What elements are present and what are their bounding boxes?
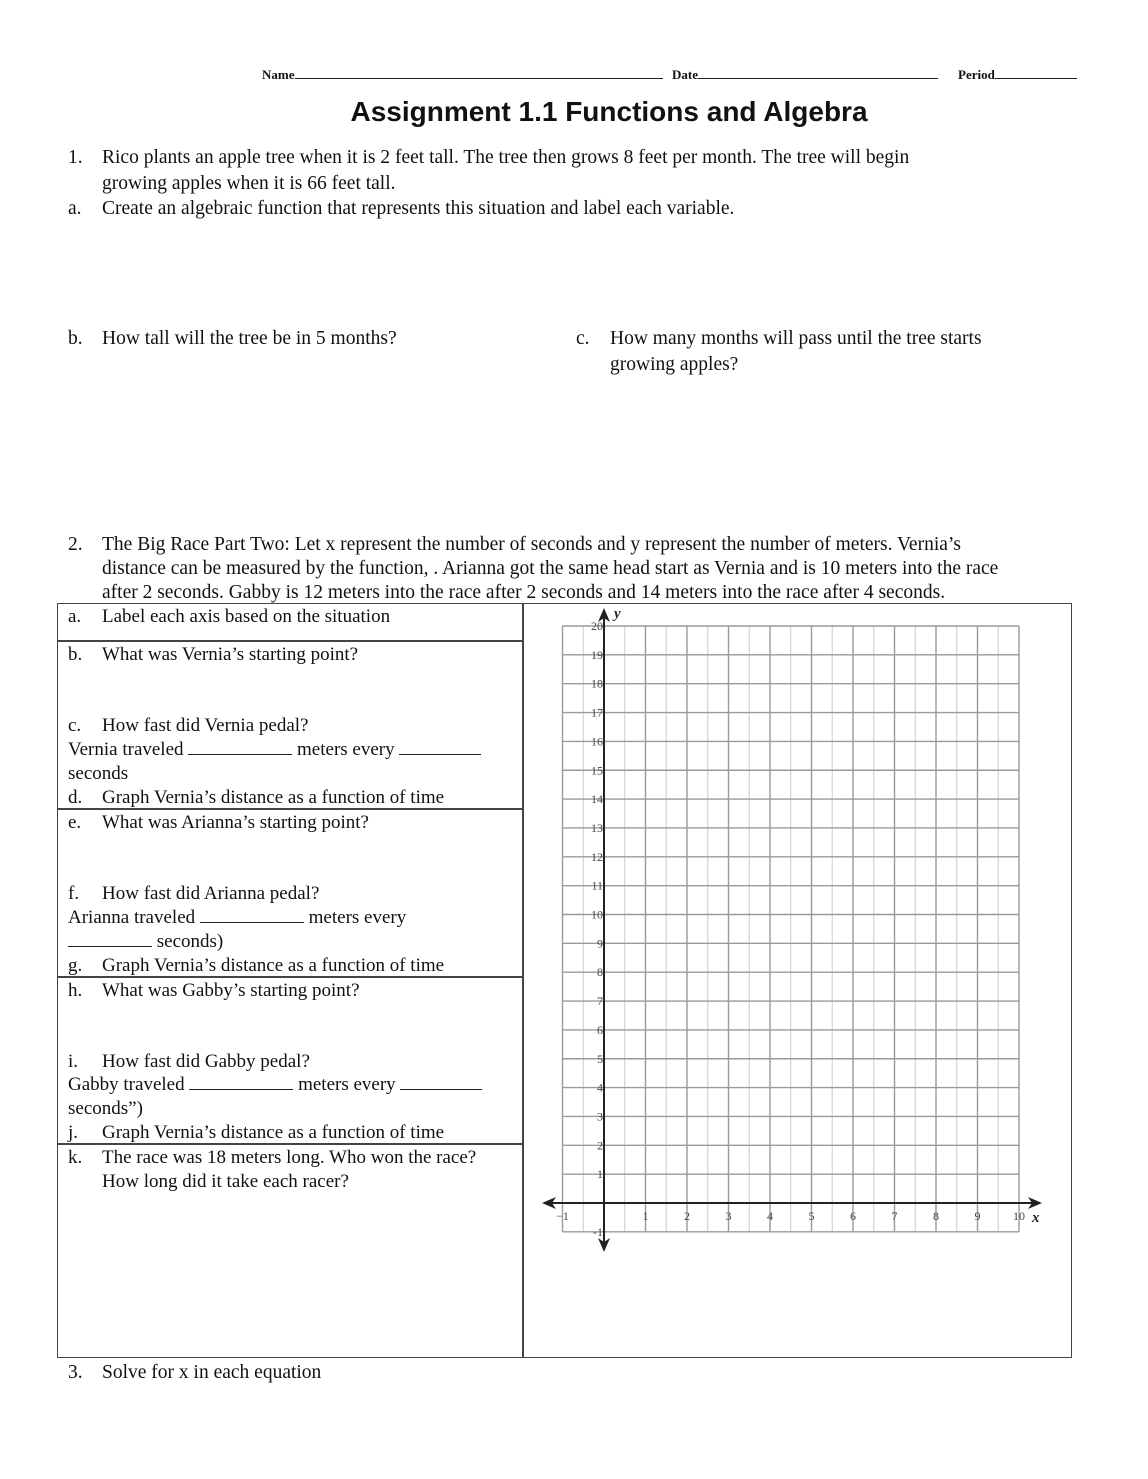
part-2j-text: Graph Vernia’s distance as a function of time bbox=[102, 1122, 445, 1143]
part-2c-suffix: seconds bbox=[68, 763, 129, 784]
page-title: Assignment 1.1 Functions and Algebra bbox=[350, 96, 868, 127]
part-2e-text: What was Arianna’s starting point? bbox=[102, 812, 369, 833]
svg-text:6: 6 bbox=[597, 1022, 603, 1037]
part-2f-label: f. bbox=[68, 883, 80, 904]
svg-text:7: 7 bbox=[597, 994, 603, 1009]
name-field[interactable] bbox=[262, 66, 663, 83]
part-2c-prefix: Vernia traveled bbox=[68, 739, 184, 760]
svg-text:2: 2 bbox=[597, 1138, 603, 1153]
question-1-line1: Rico plants an apple tree when it is 2 feet tall. The tree then grows 8 feet per month. The tree will begin bbox=[102, 147, 910, 168]
part-2e-label: e. bbox=[68, 812, 82, 833]
name-label: Name bbox=[262, 67, 295, 82]
period-field[interactable] bbox=[958, 66, 1077, 83]
svg-text:-1: -1 bbox=[593, 1224, 603, 1239]
svg-text:5: 5 bbox=[597, 1051, 603, 1066]
svg-text:14: 14 bbox=[591, 792, 603, 807]
question-1c-label: c. bbox=[576, 328, 590, 349]
part-2i-label: i. bbox=[68, 1051, 79, 1072]
question-2-number: 2. bbox=[68, 534, 83, 555]
svg-text:9: 9 bbox=[974, 1209, 981, 1223]
question-1 bbox=[68, 145, 1108, 225]
svg-text:3: 3 bbox=[725, 1209, 732, 1223]
part-2c-fill bbox=[68, 738, 481, 762]
question-1b-text: How tall will the tree be in 5 months? bbox=[102, 328, 397, 349]
svg-text:16: 16 bbox=[591, 734, 603, 749]
part-2f-fill bbox=[68, 906, 406, 930]
part-2h-text: What was Gabby’s starting point? bbox=[102, 980, 360, 1001]
question-2-line2: distance can be measured by the function, . Arianna got the same head start as Vernia and is 10 meters into the race bbox=[102, 558, 999, 579]
arianna-seconds-blank[interactable] bbox=[68, 930, 152, 947]
question-1c-line1: How many months will pass until the tree starts bbox=[610, 328, 982, 349]
svg-text:17: 17 bbox=[591, 705, 603, 720]
svg-text:18: 18 bbox=[591, 676, 603, 691]
table-divider bbox=[522, 604, 524, 1358]
question-1b-label: b. bbox=[68, 328, 83, 349]
question-1-number: 1. bbox=[68, 147, 83, 168]
svg-text:4: 4 bbox=[597, 1080, 603, 1095]
part-2c-mid: meters every bbox=[297, 739, 395, 760]
svg-text:12: 12 bbox=[591, 849, 603, 864]
part-2j-label: j. bbox=[68, 1122, 79, 1143]
part-2b-label: b. bbox=[68, 644, 83, 665]
svg-text:8: 8 bbox=[597, 965, 603, 980]
question-1b bbox=[68, 326, 518, 356]
question-2-heading: The Big Race Part Two: bbox=[102, 534, 290, 555]
y-axis-label: y bbox=[614, 606, 621, 622]
svg-text:1: 1 bbox=[597, 1167, 603, 1182]
gabby-meters-blank[interactable] bbox=[189, 1073, 293, 1090]
period-label: Period bbox=[958, 67, 995, 82]
svg-text:10: 10 bbox=[591, 907, 603, 922]
svg-text:11: 11 bbox=[591, 878, 603, 893]
svg-text:1: 1 bbox=[642, 1209, 649, 1223]
part-2f-prefix: Arianna traveled bbox=[68, 907, 196, 928]
part-2k-label: k. bbox=[68, 1147, 83, 1168]
x-axis-label: x bbox=[1032, 1210, 1040, 1226]
date-label: Date bbox=[672, 67, 698, 82]
question-1a-label: a. bbox=[68, 198, 82, 219]
svg-text:10: 10 bbox=[1013, 1209, 1025, 1223]
svg-text:15: 15 bbox=[591, 763, 603, 778]
part-2i-prefix: Gabby traveled bbox=[68, 1074, 185, 1095]
svg-text:5: 5 bbox=[808, 1209, 815, 1223]
part-2f-suffix: seconds) bbox=[156, 931, 224, 952]
part-2k-text: The race was 18 meters long. Who won the race? bbox=[102, 1147, 477, 1168]
date-field[interactable] bbox=[672, 66, 938, 83]
part-2f-text: How fast did Arianna pedal? bbox=[102, 883, 320, 904]
part-2i-fill bbox=[68, 1073, 482, 1097]
svg-text:20: 20 bbox=[591, 619, 603, 633]
question-2 bbox=[68, 533, 1128, 608]
part-2a-label: a. bbox=[68, 606, 82, 627]
question-2-line3: after 2 seconds. Gabby is 12 meters into the race after 2 seconds and 14 meters into the race after 4 seconds. bbox=[102, 582, 946, 603]
question-3 bbox=[68, 1360, 668, 1390]
axes bbox=[542, 606, 1042, 1252]
part-2c-text: How fast did Vernia pedal? bbox=[102, 715, 309, 736]
part-2f-line3 bbox=[68, 930, 223, 954]
part-2g-text: Graph Vernia’s distance as a function of time bbox=[102, 955, 445, 976]
part-2c-label: c. bbox=[68, 715, 82, 736]
svg-text:8: 8 bbox=[933, 1209, 939, 1223]
svg-text:9: 9 bbox=[597, 936, 603, 951]
question-3-text: Solve for x in each equation bbox=[102, 1362, 322, 1383]
svg-text:−1: −1 bbox=[556, 1209, 569, 1223]
coordinate-grid[interactable] bbox=[530, 604, 1065, 1264]
question-1-line2: growing apples when it is 66 feet tall. bbox=[102, 173, 396, 194]
part-2f-mid: meters every bbox=[308, 907, 407, 928]
part-2i-text: How fast did Gabby pedal? bbox=[102, 1051, 310, 1072]
part-2k-text2: How long did it take each racer? bbox=[102, 1171, 349, 1192]
svg-text:2: 2 bbox=[684, 1209, 690, 1223]
svg-text:4: 4 bbox=[767, 1209, 773, 1223]
part-2g-label: g. bbox=[68, 955, 83, 976]
svg-text:7: 7 bbox=[891, 1209, 898, 1223]
question-3-number: 3. bbox=[68, 1362, 83, 1383]
svg-text:13: 13 bbox=[591, 820, 603, 835]
part-2d-text: Graph Vernia’s distance as a function of time bbox=[102, 787, 445, 808]
question-1c bbox=[576, 326, 1096, 382]
part-2h-label: h. bbox=[68, 980, 83, 1001]
row-divider bbox=[57, 640, 523, 642]
arianna-meters-blank[interactable] bbox=[200, 906, 304, 923]
question-1c-line2: growing apples? bbox=[610, 354, 739, 375]
gabby-seconds-blank[interactable] bbox=[400, 1073, 482, 1090]
svg-text:6: 6 bbox=[850, 1209, 856, 1223]
vernia-meters-blank[interactable] bbox=[188, 738, 292, 755]
part-2a bbox=[68, 605, 81, 629]
part-2i-suffix: seconds”) bbox=[68, 1098, 143, 1119]
part-2i-mid: meters every bbox=[298, 1074, 396, 1095]
part-2a-text: Label each axis based on the situation bbox=[102, 606, 391, 627]
part-2d-label: d. bbox=[68, 787, 83, 808]
svg-text:3: 3 bbox=[597, 1109, 603, 1124]
question-2-line1: Let x represent the number of seconds and y represent the number of meters. Vernia’s bbox=[289, 534, 961, 555]
vernia-seconds-blank[interactable] bbox=[399, 738, 481, 755]
question-1a-text: Create an algebraic function that represents this situation and label each variable. bbox=[102, 198, 735, 219]
svg-text:19: 19 bbox=[591, 647, 603, 662]
part-2b-text: What was Vernia’s starting point? bbox=[102, 644, 359, 665]
